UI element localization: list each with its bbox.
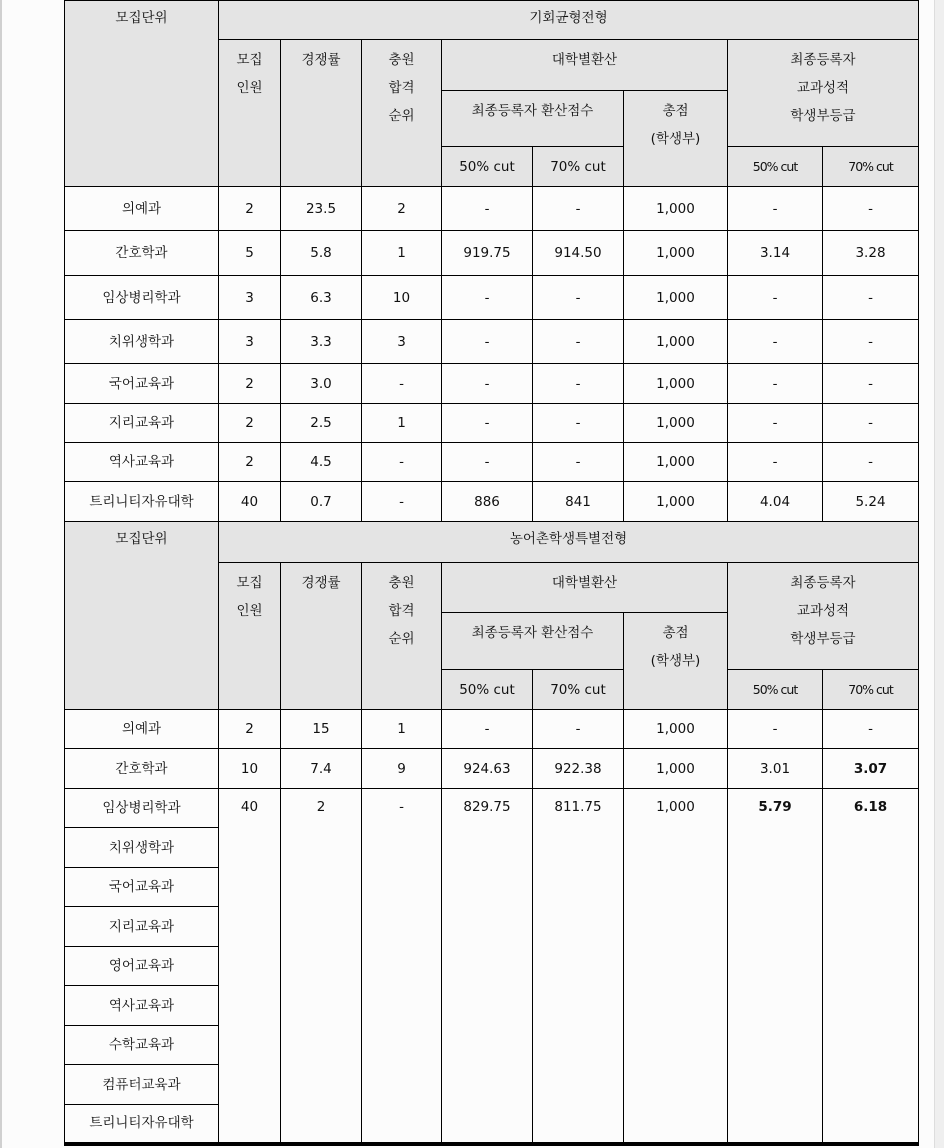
- recruit-count: 2: [219, 404, 281, 443]
- table-row: [65, 320, 919, 364]
- total-score: 1,000: [624, 187, 728, 231]
- cut70-score: -: [533, 364, 624, 404]
- table-row: [65, 482, 919, 522]
- header-univ-calc: 대학별환산: [442, 40, 728, 91]
- total-score: 1,000: [624, 320, 728, 364]
- unit: 국어교육과: [65, 364, 219, 404]
- recruit-count: 40: [219, 482, 281, 522]
- cut70-score: 922.38: [533, 749, 624, 789]
- header-recruit: 모집 인원: [219, 563, 281, 710]
- grade-cut50: 3.14: [728, 231, 823, 276]
- total-score: 1,000: [624, 404, 728, 443]
- unit: 트리니티자유대학: [65, 482, 219, 522]
- cut70-score: -: [533, 187, 624, 231]
- cut70-score: -: [533, 320, 624, 364]
- header-cut50: 50% cut: [442, 147, 533, 187]
- table-row: [65, 187, 919, 231]
- grade-cut50: 3.01: [728, 749, 823, 789]
- grade-cut70: -: [823, 710, 919, 749]
- cut70-score: 914.50: [533, 231, 624, 276]
- unit: 국어교육과: [65, 868, 219, 907]
- cut70-score-merged: 811.75: [533, 789, 624, 1144]
- waitlist-rank: 1: [362, 710, 442, 749]
- header-unit: 모집단위: [65, 1, 219, 187]
- grade-cut70: -: [823, 364, 919, 404]
- header-total: 총점 (학생부): [624, 613, 728, 710]
- competition-ratio: 6.3: [281, 276, 362, 320]
- grade-cut50: -: [728, 710, 823, 749]
- competition-ratio: 23.5: [281, 187, 362, 231]
- waitlist-rank: -: [362, 482, 442, 522]
- cut50-score: -: [442, 710, 533, 749]
- grade-cut50: -: [728, 187, 823, 231]
- waitlist-rank: -: [362, 443, 442, 482]
- unit: 임상병리학과: [65, 789, 219, 828]
- cut50-score: 924.63: [442, 749, 533, 789]
- cut50-score: -: [442, 276, 533, 320]
- header-cut50: 50% cut: [442, 670, 533, 710]
- rural-special-table: [64, 521, 919, 1146]
- header-waitlist: 충원 합격 순위: [362, 563, 442, 710]
- header-grade-cut50: 50% cut: [728, 670, 823, 710]
- competition-ratio: 7.4: [281, 749, 362, 789]
- unit: 수학교육과: [65, 1026, 219, 1065]
- competition-ratio: 15: [281, 710, 362, 749]
- total-score: 1,000: [624, 482, 728, 522]
- header-grade-cut70: 70% cut: [823, 147, 919, 187]
- unit: 지리교육과: [65, 404, 219, 443]
- waitlist-rank: 1: [362, 231, 442, 276]
- grade-cut70: 3.28: [823, 231, 919, 276]
- header-final-grade: 최종등록자 교과성적 학생부등급: [728, 563, 919, 670]
- header-total: 총점 (학생부): [624, 91, 728, 187]
- header-row: [65, 522, 919, 563]
- cut50-score: -: [442, 404, 533, 443]
- table-row: [65, 231, 919, 276]
- section-title: 기회균형전형: [219, 1, 919, 40]
- grade-cut50: 4.04: [728, 482, 823, 522]
- recruit-count: 2: [219, 364, 281, 404]
- unit: 간호학과: [65, 231, 219, 276]
- table-row: [65, 710, 919, 749]
- cut50-score: -: [442, 187, 533, 231]
- grade-cut70: 5.24: [823, 482, 919, 522]
- cut50-score: -: [442, 364, 533, 404]
- cut70-score: -: [533, 710, 624, 749]
- cut70-score: -: [533, 404, 624, 443]
- grade-cut50: -: [728, 404, 823, 443]
- unit: 임상병리학과: [65, 276, 219, 320]
- unit: 치위생학과: [65, 320, 219, 364]
- header-ratio: 경쟁률: [281, 40, 362, 187]
- table-row: [65, 276, 919, 320]
- unit: 의예과: [65, 187, 219, 231]
- header-grade-cut70: 70% cut: [823, 670, 919, 710]
- waitlist-rank: 1: [362, 404, 442, 443]
- total-score-merged: 1,000: [624, 789, 728, 1144]
- unit: 트리니티자유대학: [65, 1105, 219, 1144]
- total-score: 1,000: [624, 443, 728, 482]
- unit: 지리교육과: [65, 907, 219, 947]
- competition-ratio: 5.8: [281, 231, 362, 276]
- grade-cut70: -: [823, 404, 919, 443]
- table-row: [65, 364, 919, 404]
- grade-cut50: -: [728, 364, 823, 404]
- section-title: 농어촌학생특별전형: [219, 522, 919, 563]
- waitlist-rank: 10: [362, 276, 442, 320]
- competition-ratio: 3.0: [281, 364, 362, 404]
- grade-cut50: -: [728, 443, 823, 482]
- total-score: 1,000: [624, 710, 728, 749]
- waitlist-rank: 9: [362, 749, 442, 789]
- unit: 컴퓨터교육과: [65, 1065, 219, 1105]
- unit: 의예과: [65, 710, 219, 749]
- cut50-score: 919.75: [442, 231, 533, 276]
- cut70-score: -: [533, 276, 624, 320]
- waitlist-rank: 3: [362, 320, 442, 364]
- recruit-count: 5: [219, 231, 281, 276]
- total-score: 1,000: [624, 231, 728, 276]
- competition-ratio: 3.3: [281, 320, 362, 364]
- recruit-count: 3: [219, 276, 281, 320]
- competition-ratio: 2.5: [281, 404, 362, 443]
- header-final-score: 최종등록자 환산점수: [442, 613, 624, 670]
- header-unit: 모집단위: [65, 522, 219, 710]
- recruit-count: 2: [219, 710, 281, 749]
- recruit-count-merged: 40: [219, 789, 281, 1144]
- recruit-count: 2: [219, 187, 281, 231]
- total-score: 1,000: [624, 276, 728, 320]
- cut50-score: 886: [442, 482, 533, 522]
- opportunity-balance-table: [64, 0, 919, 522]
- grade-cut70: 3.07: [823, 749, 919, 789]
- grade-cut50: -: [728, 276, 823, 320]
- header-cut70: 70% cut: [533, 670, 624, 710]
- grade-cut70-merged: 6.18: [823, 789, 919, 1144]
- header-grade-cut50: 50% cut: [728, 147, 823, 187]
- table-row: [65, 443, 919, 482]
- header-ratio: 경쟁률: [281, 563, 362, 710]
- cut70-score: -: [533, 443, 624, 482]
- cut50-score: -: [442, 443, 533, 482]
- header-row: [65, 1, 919, 40]
- unit: 역사교육과: [65, 443, 219, 482]
- unit: 영어교육과: [65, 947, 219, 986]
- header-waitlist: 충원 합격 순위: [362, 40, 442, 187]
- competition-ratio: 0.7: [281, 482, 362, 522]
- total-score: 1,000: [624, 749, 728, 789]
- competition-ratio: 4.5: [281, 443, 362, 482]
- recruit-count: 2: [219, 443, 281, 482]
- unit: 치위생학과: [65, 828, 219, 868]
- header-final-grade: 최종등록자 교과성적 학생부등급: [728, 40, 919, 147]
- cut50-score: -: [442, 320, 533, 364]
- cut70-score: 841: [533, 482, 624, 522]
- grade-cut70: -: [823, 443, 919, 482]
- table-row: [65, 789, 919, 828]
- unit: 간호학과: [65, 749, 219, 789]
- waitlist-rank: -: [362, 364, 442, 404]
- total-score: 1,000: [624, 364, 728, 404]
- cut50-score-merged: 829.75: [442, 789, 533, 1144]
- header-recruit: 모집 인원: [219, 40, 281, 187]
- grade-cut70: -: [823, 320, 919, 364]
- header-univ-calc: 대학별환산: [442, 563, 728, 613]
- left-edge: [0, 0, 2, 1148]
- recruit-count: 3: [219, 320, 281, 364]
- waitlist-rank: 2: [362, 187, 442, 231]
- scrollbar[interactable]: [934, 0, 944, 1148]
- grade-cut50-merged: 5.79: [728, 789, 823, 1144]
- grade-cut50: -: [728, 320, 823, 364]
- competition-ratio-merged: 2: [281, 789, 362, 1144]
- recruit-count: 10: [219, 749, 281, 789]
- header-final-score: 최종등록자 환산점수: [442, 91, 624, 147]
- table-row: [65, 749, 919, 789]
- table-row: [65, 404, 919, 443]
- unit: 역사교육과: [65, 986, 219, 1026]
- header-cut70: 70% cut: [533, 147, 624, 187]
- grade-cut70: -: [823, 187, 919, 231]
- grade-cut70: -: [823, 276, 919, 320]
- waitlist-rank-merged: -: [362, 789, 442, 1144]
